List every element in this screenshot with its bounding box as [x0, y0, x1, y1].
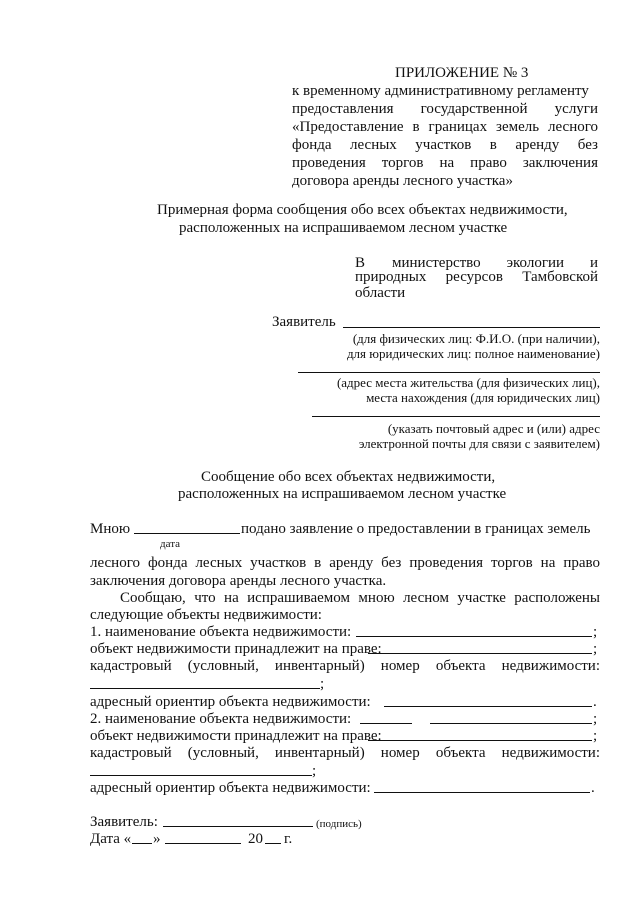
addressee-line-1: министерство экологии и [392, 255, 598, 271]
date-year-suffix: г. [284, 831, 293, 847]
appendix-line-3: «Предоставление в границах земель лесного [292, 119, 598, 135]
addressee-line-3: области [355, 285, 406, 301]
item2-address-label: адресный ориентир объекта недвижимости: [90, 780, 371, 796]
item1-name-semicolon: ; [593, 624, 598, 640]
addressee-line-2: природных ресурсов Тамбовской [355, 269, 598, 285]
addressee-prefix: В [355, 255, 366, 271]
item2-right-line[interactable] [368, 740, 592, 741]
appendix-title: ПРИЛОЖЕНИЕ № 3 [395, 65, 529, 81]
item2-right-semicolon: ; [593, 728, 598, 744]
item2-right-label: объект недвижимости принадлежит на праве: [90, 728, 382, 744]
item1-name-line[interactable] [356, 636, 592, 637]
item2-cadastral-line[interactable] [90, 775, 312, 776]
item1-cadastral-line[interactable] [90, 688, 320, 689]
applicant-label: Заявитель [272, 314, 336, 330]
date-day-line[interactable] [132, 843, 152, 844]
applicant-hint-2: для юридических лиц: полное наименование) [346, 346, 600, 361]
item2-cadastral-semicolon: ; [312, 763, 317, 779]
applicant-hint-3: (адрес места жительства (для физических лиц), [336, 375, 600, 390]
item1-right-line[interactable] [368, 653, 592, 654]
applicant-hint-5: (указать почтовый адрес и (или) адрес [387, 421, 600, 436]
date-year-line[interactable] [265, 843, 281, 844]
item1-right-label: объект недвижимости принадлежит на праве: [90, 641, 382, 657]
item2-name-label: 2. наименование объекта недвижимости: [90, 711, 352, 727]
item2-name-line-b[interactable] [430, 723, 592, 724]
appendix-line-4: фонда лесных участков в аренду без [292, 137, 598, 153]
applicant-hint-1: (для физических лиц: Ф.И.О. (при наличии), [352, 331, 600, 346]
applicant-hint-4: места нахождения (для юридических лиц) [366, 390, 600, 405]
item1-right-semicolon: ; [593, 641, 598, 657]
item1-name-label: 1. наименование объекта недвижимости: [90, 624, 352, 640]
item2-name-line-a[interactable] [360, 723, 412, 724]
item2-address-line[interactable] [374, 792, 590, 793]
form-title-line-1: Примерная форма сообщения обо всех объектах недвижимости, [157, 202, 568, 218]
item2-name-semicolon: ; [593, 711, 598, 727]
item1-cadastral-label: кадастровый (условный, инвентарный) номер объекта недвижимости: [90, 658, 600, 674]
date-mid: » [153, 831, 161, 847]
body-p2-line-1: Сообщаю, что на испрашиваемом мною лесном участке расположены [120, 590, 600, 606]
body-p1-start: Мною [90, 521, 131, 537]
applicant-contact-line[interactable] [312, 416, 600, 417]
body-p1-end: подано заявление о предоставлении в границах земель [241, 521, 591, 537]
item2-address-period: . [591, 780, 595, 796]
body-p1-line-2: лесного фонда лесных участков в аренду без проведения торгов на право [90, 555, 600, 571]
appendix-line-5: проведения торгов на право заключения [292, 155, 598, 171]
item2-cadastral-label: кадастровый (условный, инвентарный) номер объекта недвижимости: [90, 745, 600, 761]
appendix-line-6: договора аренды лесного участка» [292, 173, 513, 189]
message-title-line-1: Сообщение обо всех объектах недвижимости, [201, 469, 496, 485]
date-month-line[interactable] [165, 843, 241, 844]
applicant-hint-6: электронной почты для связи с заявителем) [358, 436, 600, 451]
item1-cadastral-semicolon: ; [320, 676, 325, 692]
signature-applicant-label: Заявитель: [90, 814, 158, 830]
applicant-address-line[interactable] [298, 372, 600, 373]
signature-line[interactable] [163, 826, 313, 827]
form-title-line-2: расположенных на испрашиваемом лесном участке [179, 220, 508, 236]
item1-address-label: адресный ориентир объекта недвижимости: [90, 694, 371, 710]
message-title-line-2: расположенных на испрашиваемом лесном участке [178, 486, 507, 502]
appendix-line-2: предоставления государственной услуги [292, 101, 598, 117]
signature-hint: (подпись) [316, 818, 362, 830]
item1-address-line[interactable] [384, 706, 592, 707]
date-year-prefix: 20 [248, 831, 263, 847]
applicant-name-line[interactable] [343, 327, 600, 328]
body-p1-line-3: заключения договора аренды лесного участка. [90, 573, 387, 589]
body-p2-line-2: следующие объекты недвижимости: [90, 607, 322, 623]
date-label: Дата « [90, 831, 132, 847]
appendix-line-1: к временному административному регламенту [292, 83, 589, 99]
date-hint: дата [160, 538, 181, 550]
submission-date-line[interactable] [134, 533, 240, 534]
item1-address-period: . [593, 694, 597, 710]
